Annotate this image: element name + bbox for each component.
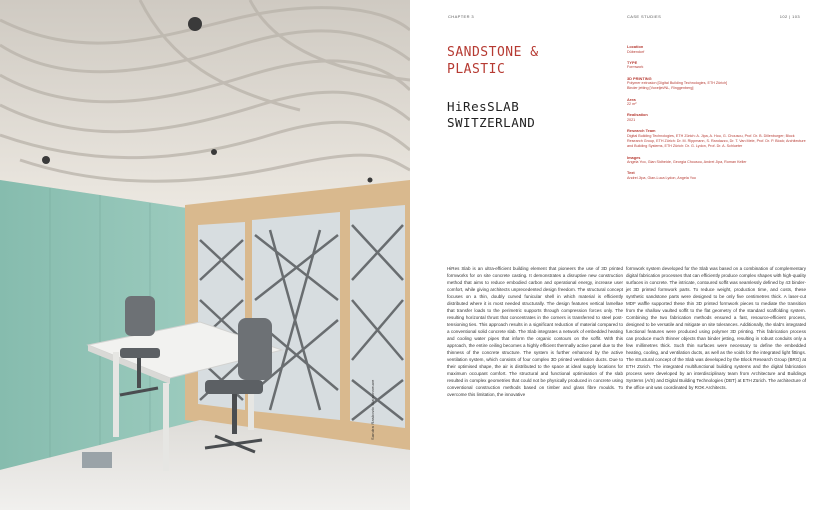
section-label: CASE STUDIES — [627, 14, 662, 19]
fact-3d-printing: 3D PRINTING Polymer extrusion [Digital Building Technologies, ETH Zürich] Binder jetting [Voxeljet/NL, Ringgenberg] — [627, 75, 728, 91]
category-line-2: PLASTIC — [447, 62, 506, 77]
fact-type: TYPE Formwork — [627, 59, 644, 70]
category-line-1: SANDSTONE & — [447, 45, 539, 60]
project-name: HiResSLAB — [447, 99, 520, 114]
fact-research-team: Research Team Digital Building Technologies, ETH Zürich: A. Jipa, A. Hou, G. Chousou, Prof. Dr. B. Dillenburger; Block Research Group, ETH Zürich: Dr. M. Rippmann, S. Randazzo, Dr. T. Van Mele, Prof. Dr. P. Block; Architecture and Building Systems, ETH Zürich: Dr. G. Lydon, Prof. Dr. A. Schlueter — [627, 128, 806, 149]
fact-text: Text Andrei Jipa, Gian-Luca Lydon, Angela Yoo — [627, 170, 696, 180]
project-country: SWITZERLAND — [447, 115, 536, 130]
project-title — [447, 99, 617, 131]
photo-credit: Sandra Raskovic Maisonneuve — [370, 379, 375, 440]
fact-location: Location Dübendorf — [627, 44, 645, 54]
fact-area: Area 22 m² — [627, 96, 637, 107]
page-number: 102 | 103 — [779, 14, 800, 19]
chapter-label: CHAPTER 3 — [448, 14, 475, 19]
fact-images: Images Angela Yoo, Gian Sidheide, Georgia Chousou, Andrei Jipa, Roman Keller — [627, 154, 747, 165]
floor-grate — [82, 452, 112, 468]
body-text-column-2: formwork system developed for the Slab was based on a combination of complementary digital fabrication processes that can efficiently produce complex shapes with high-quality surfaces in concrete. The intricate, contoured soffit was seamlessly defined by 43 binder-jet 3D printed formwork parts. To reduce weight, production time, and costs, these synthetic sandstone parts were designed to be only five centimetres thick. A laser-cut MDF waffle supported these thin 3D printed formwork pieces to mediate the transition from the shallow vaulted soffit to the flat geometry of the standard scaffolding system. Combining the two fabrication methods ensured a fast, resource-efficient process, designed to be versatile and mitigate on site tolerances. Additionally, the slab's integrated functional features were produced using polymer 3D printing. This fabrication process can produce much thinner objects than binder jetting, resulting in robust conduits only a few millimetres thick. Such thin surfaces were necessary to define the embedded heating, cooling, and ventilation ducts, as well as the voids for the integrated light fittings. The structural concept of the Slab was developed by the Block Research Group (BRG) at ETH Zürich. The integrated multifunctional building systems and the digital fabrication process were developed by an interdisciplinary team from Architecture and Buildings Systems (A/S) and Digital Building Technologies (DBT) at ETH Zürich. The architecture of the office unit was coordinated by ROK Architects. — [626, 266, 807, 391]
window-pane-3 — [350, 205, 405, 428]
body-text-column-1: HiRes Slab is an ultra-efficient building element that pioneers the use of 3D printed formworks for on site concrete casting. It demonstrates a disruptive new construction method that aims to reduce embodied carbon and operational energy, increase user comfort, while giving architects unprecedented design freedom. The structural concept focuses on a thin, doubly curved funicular shell in which material is efficiently distributed where it is most needed structurally. The design features vertical lamellae that transfer loads to the perimetric supports through compression forces only. The resulting horizontal thrust that concentrates in the corners is transferred to steel post-tensioning ties. This approach results in a significant reduction of material compared to a conventional solid concrete slab. The Slab integrates a network of embedded heating and cooling water pipes that inform the organic contours on the soffit. With this approach, the entire ceiling becomes a highly efficient thermally active panel due to the thinness of the concrete structure. The system is further enhanced by the active ventilation system, which consists of four complex 3D printed ventilation ducts. Due to their optimised shape, the air is distributed to the space at ideal supply locations for maximum occupant comfort. The structural and functional optimisation of the slab resulted in complex geometries that could not be physically produced in concrete using conventional construction methods based on timber and glass fibre moulds. To overcome this limitation, the innovative — [447, 266, 623, 398]
fact-realisation: Realisation 2021 — [627, 112, 648, 122]
project-facts — [627, 44, 807, 186]
material-category-heading — [447, 44, 597, 78]
text-page — [410, 0, 820, 510]
